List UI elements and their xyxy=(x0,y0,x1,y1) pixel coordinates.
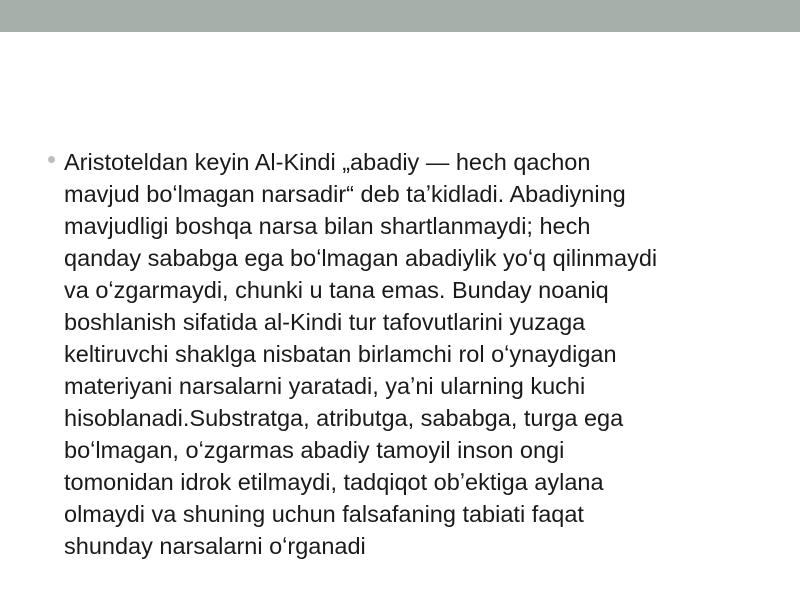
text-line: shunday narsalarni oʻrganadi xyxy=(64,533,366,559)
text-line: mavjud boʻlmagan narsadir“ deb taʼkidladi. Abadiyning xyxy=(64,181,626,207)
text-line: qanday sababga ega boʻlmagan abadiylik yoʻq qilinmaydi xyxy=(64,245,658,271)
text-line: tomonidan idrok etilmaydi, tadqiqot obʼektiga aylana xyxy=(64,469,604,495)
text-line: Aristoteldan keyin Al-Kindi „abadiy — hech qachon xyxy=(64,149,591,175)
bullet-dot-icon xyxy=(48,156,55,163)
text-line: mavjudligi boshqa narsa bilan shartlanmaydi; hech xyxy=(64,213,591,239)
text-line: va oʻzgarmaydi, chunki u tana emas. Bunday noaniq xyxy=(64,277,609,303)
bullet-text xyxy=(64,146,746,562)
bullet-item xyxy=(46,146,746,562)
text-line: keltiruvchi shaklga nisbatan birlamchi rol oʻynaydigan xyxy=(64,341,617,367)
text-line: hisoblanadi.Substratga, atributga, sababga, turga ega xyxy=(64,405,624,431)
text-line: boshlanish sifatida al-Kindi tur tafovutlarini yuzaga xyxy=(64,309,586,335)
header-band xyxy=(0,0,800,32)
text-line: boʻlmagan, oʻzgarmas abadiy tamoyil inson ongi xyxy=(64,437,565,463)
slide-content xyxy=(46,146,746,562)
text-line: olmaydi va shuning uchun falsafaning tabiati faqat xyxy=(64,501,584,527)
text-line: materiyani narsalarni yaratadi, yaʼni ularning kuchi xyxy=(64,373,586,399)
